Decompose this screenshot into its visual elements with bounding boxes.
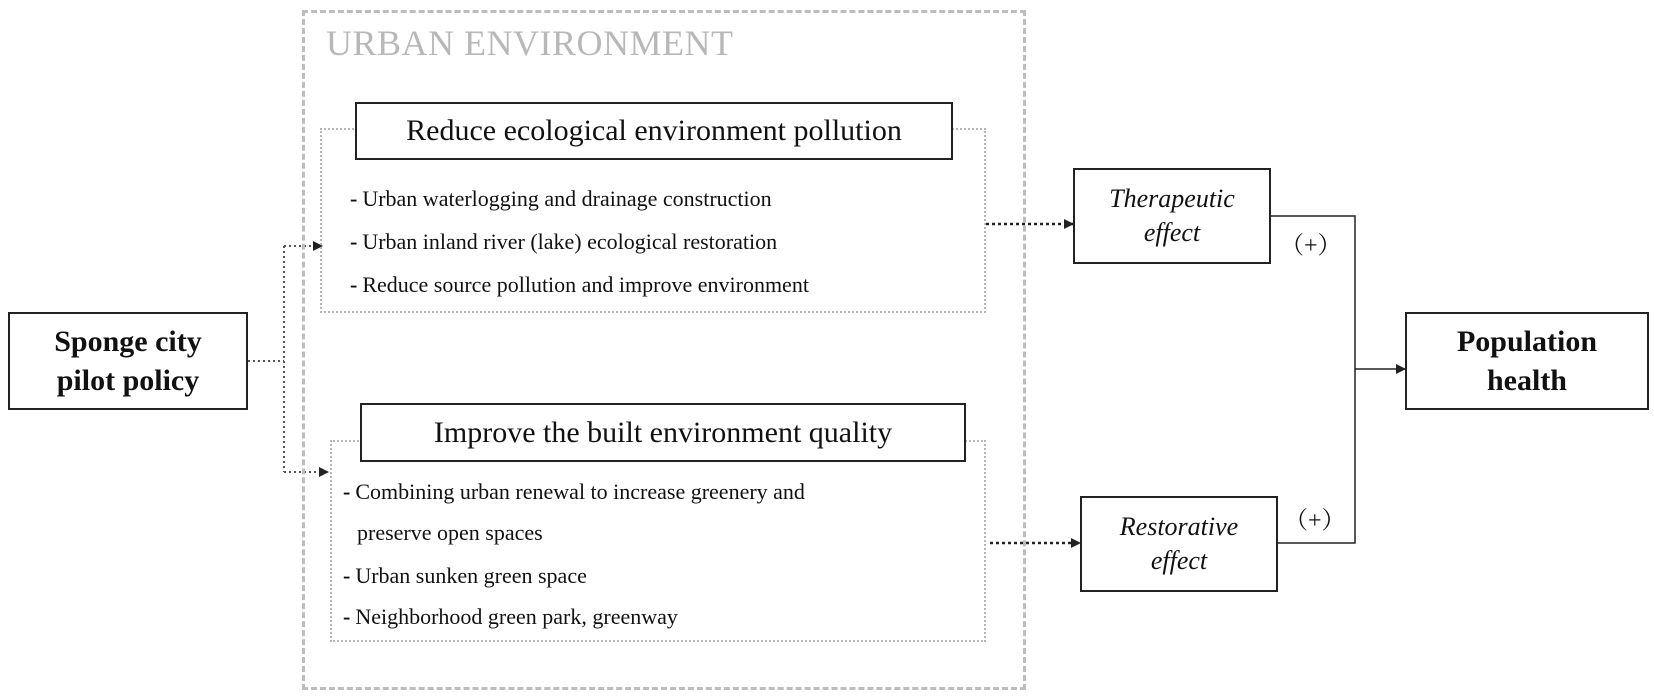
built-environment-item — [343, 565, 587, 587]
built-environment-item-label: Urban sunken green space — [355, 563, 587, 588]
policy-line-1: Sponge city — [54, 325, 202, 358]
bullet-marker: - — [350, 229, 358, 254]
bullet-marker: - — [343, 604, 351, 629]
urban-environment-title: URBAN ENVIRONMENT — [326, 23, 734, 63]
pollution-item — [350, 231, 777, 253]
bullet-marker: - — [350, 186, 358, 211]
restorative-positive-sign: （+） — [1284, 508, 1346, 534]
pollution-item — [350, 274, 809, 296]
pollution-item-label: Urban waterlogging and drainage construction — [362, 186, 772, 211]
built-environment-item — [343, 481, 805, 503]
restorative-effect-node — [1080, 496, 1278, 592]
therapeutic-positive-sign: （+） — [1280, 233, 1342, 259]
built-environment-group-title: Improve the built environment quality — [433, 415, 893, 449]
pollution-group-title: Reduce ecological environment pollution — [406, 114, 902, 147]
health-line-1: Population — [1456, 325, 1598, 358]
built-environment-item — [343, 606, 678, 628]
population-health-node — [1405, 312, 1649, 410]
built-environment-item-continuation: preserve open spaces — [357, 520, 543, 545]
pollution-item-label: Urban inland river (lake) ecological restoration — [362, 229, 778, 254]
bullet-marker: - — [343, 479, 351, 504]
pollution-group-header — [355, 102, 953, 160]
therapeutic-line-1: Therapeutic — [1109, 184, 1235, 214]
bullet-marker: - — [350, 272, 358, 297]
sponge-city-policy-node — [8, 312, 248, 410]
policy-line-2: pilot policy — [56, 364, 200, 397]
built-environment-item-label: Neighborhood green park, greenway — [355, 604, 678, 629]
pollution-item-label: Reduce source pollution and improve environment — [362, 272, 809, 297]
health-line-2: health — [1486, 364, 1567, 397]
therapeutic-effect-node — [1073, 168, 1271, 264]
therapeutic-line-2: effect — [1143, 218, 1201, 247]
built-environment-group-header — [360, 403, 966, 462]
built-environment-item-label: Combining urban renewal to increase greenery and — [355, 479, 805, 504]
bullet-marker: - — [343, 563, 351, 588]
restorative-line-1: Restorative — [1119, 512, 1239, 542]
pollution-item — [350, 188, 772, 210]
restorative-line-2: effect — [1150, 546, 1208, 575]
